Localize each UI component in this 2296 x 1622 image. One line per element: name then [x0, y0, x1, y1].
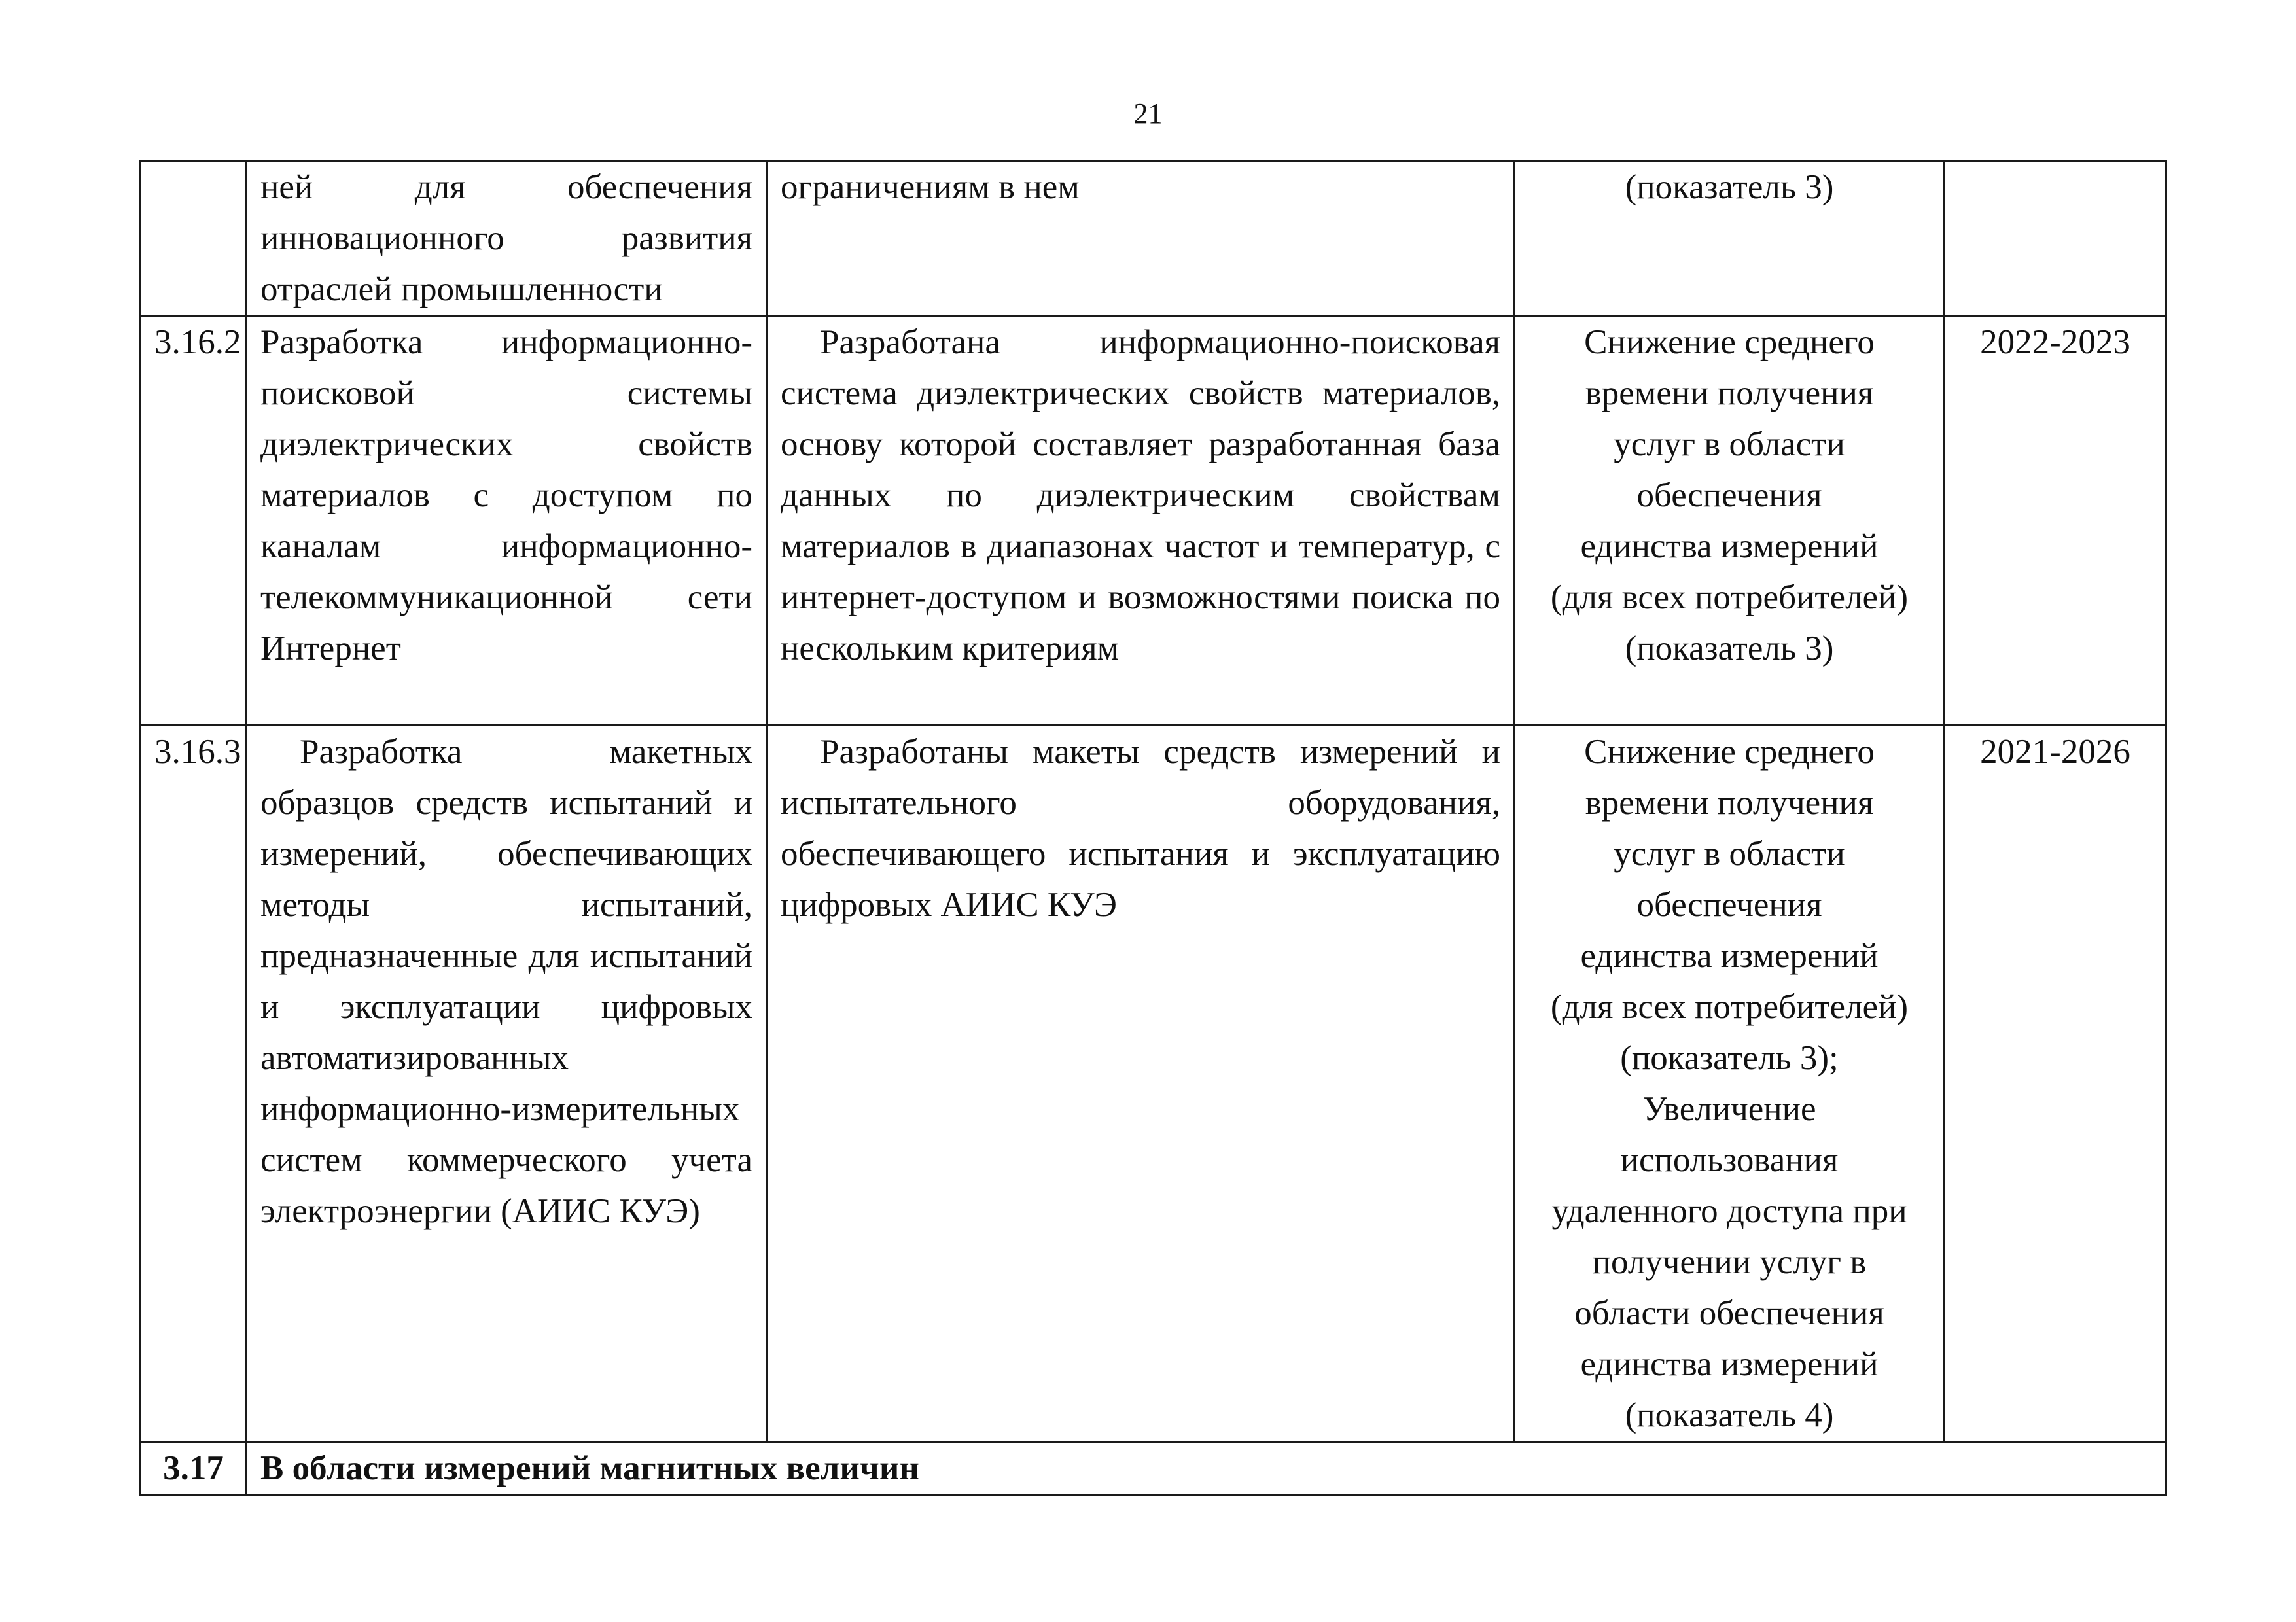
section-number-cell: 3.17: [141, 1442, 247, 1495]
indicator-line: Увеличение: [1642, 1090, 1816, 1128]
indicator-line: использования: [1620, 1141, 1839, 1179]
indicator-line: обеспечения: [1636, 886, 1822, 924]
indicator-cell: [1515, 316, 1945, 726]
indicator-cell: [1515, 726, 1945, 1442]
task-cell: Разработка информационно-поисковой системы диэлектрических свойств материалов с доступом по каналам информационно-телекоммуникационной сети Интернет: [247, 316, 767, 726]
table-row: [141, 726, 2166, 1442]
row-number-cell: 3.16.3: [141, 726, 247, 1442]
indicator-line: времени получения: [1585, 374, 1874, 412]
indicator-line: области обеспечения: [1574, 1294, 1884, 1332]
period-cell: 2022-2023: [1945, 316, 2166, 726]
indicator-line: (показатель 3);: [1620, 1039, 1839, 1077]
indicator-line: (показатель 3): [1625, 629, 1834, 667]
indicator-line: времени получения: [1585, 784, 1874, 822]
row-number-cell: [141, 161, 247, 316]
indicator-line: (для всех потребителей): [1550, 988, 1909, 1026]
indicator-cell: [1515, 161, 1945, 316]
indicator-line: единства измерений: [1580, 937, 1879, 975]
period-cell: [1945, 161, 2166, 316]
indicator-line: получении услуг в: [1592, 1243, 1867, 1281]
indicator-line: единства измерений: [1580, 1345, 1879, 1383]
section-row: [141, 1442, 2166, 1495]
indicator-line: услуг в области: [1614, 425, 1845, 463]
measures-table: [139, 160, 2167, 1496]
indicator-line: Снижение среднего: [1584, 323, 1875, 361]
indicator-line: (для всех потребителей): [1550, 578, 1909, 616]
indicator-line: обеспечения: [1636, 476, 1822, 514]
period-cell: 2021-2026: [1945, 726, 2166, 1442]
page-number: 21: [1133, 97, 1163, 130]
indicator-line: (показатель 3): [1625, 168, 1834, 206]
indicator-line: (показатель 4): [1625, 1396, 1834, 1434]
section-title-cell: В области измерений магнитных величин: [247, 1442, 2166, 1495]
result-cell: ограничениям в нем: [767, 161, 1515, 316]
task-cell: Разработка макетных образцов средств испытаний и измерений, обеспечивающих методы испытаний, предназначенные для испытаний и эксплуатации цифровых автоматизированных информационно-измерительных систем коммерческого учета электроэнергии (АИИС КУЭ): [247, 726, 767, 1442]
result-cell: Разработана информационно-поисковая система диэлектрических свойств материалов, основу которой составляет разработанная база данных по диэлектрическим свойствам материалов в диапазонах частот и температур, с интернет-доступом и возможностями поиска по нескольким критериям: [767, 316, 1515, 726]
indicator-line: удаленного доступа при: [1551, 1192, 1907, 1230]
indicator-line: единства измерений: [1580, 527, 1879, 565]
result-cell: Разработаны макеты средств измерений и испытательного оборудования, обеспечивающего испытания и эксплуатацию цифровых АИИС КУЭ: [767, 726, 1515, 1442]
indicator-line: Снижение среднего: [1584, 733, 1875, 771]
table-row: [141, 161, 2166, 316]
table-row: [141, 316, 2166, 726]
task-cell: ней для обеспечения инновационного развития отраслей промышленности: [247, 161, 767, 316]
indicator-line: услуг в области: [1614, 835, 1845, 873]
row-number-cell: 3.16.2: [141, 316, 247, 726]
